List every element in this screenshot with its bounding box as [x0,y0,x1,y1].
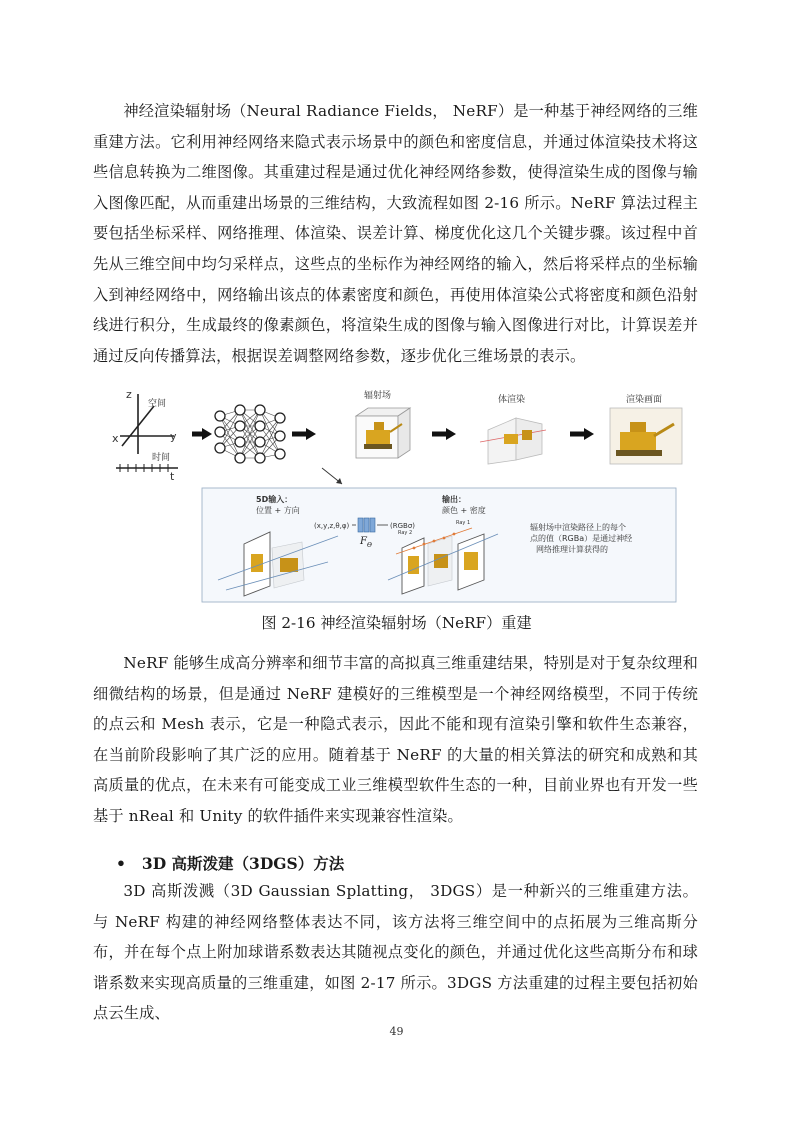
inset-output-sub: 颜色 + 密度 [442,506,486,515]
bullet-icon: • [116,854,126,873]
radiance-field-label: 辐射场 [364,391,392,401]
render-image-label: 渲染画面 [626,395,663,405]
inset-detail-panel [202,488,676,602]
paragraph-3dgs-intro: 3D 高斯泼溅（3D Gaussian Splatting， 3DGS）是一种新兴的三维重建方法。与 NeRF 构建的神经网络整体表达不同，该方法将三维空间中的点拓展为三维高斯分布，并在每个点上附加球谐系数表达其随视点变化的颜色，并通过优化这些高斯分布和球谐系数来实现高质量的三维重建，如图 2-17 所示。3DGS 方法重建的过程主要包括初始点云生成、 [93,882,698,1023]
section-heading-text: 3D 高斯泼建（3DGS）方法 [141,854,345,873]
inset-note-line-2: 点的值（RGBa）是通过神经 [530,534,633,543]
inset-f-theta-sub: Θ [367,542,372,549]
section-heading-3dgs [116,852,344,876]
space-label: 空间 [148,399,167,409]
paragraph-nerf-intro: 神经渲染辐射场（Neural Radiance Fields， NeRF）是一种基于神经网络的三维重建方法。它利用神经网络来隐式表示场景中的颜色和密度信息，并通过体渲染技术将这些信息转换为二维图像。其重建过程是通过优化神经网络参数，使得渲染生成的图像与输入图像匹配，从而重建出场景的三维结构，大致流程如图 2-16 所示。NeRF 算法过程主要包括坐标采样、网络推理、体渲染、误差计算、梯度优化这几个关键步骤。该过程中首先从三维空间中均匀采样点，这些点的坐标作为神经网络的输入，然后将采样点的坐标输入到神经网络中，网络输出该点的体素密度和颜色，再使用体渲染公式将密度和颜色沿射线进行积分，生成最终的像素颜色，将渲染生成的图像与输入图像进行对比，计算误差并通过反向传播算法，根据误差调整网络参数，逐步优化三维场景的表示。 [93,102,698,365]
figure-nerf-pipeline [106,384,686,606]
inset-note-line-3: 网络推理计算获得的 [536,545,608,554]
inset-tuple-out: (RGBσ) [390,522,415,530]
network-block-icon [358,518,375,532]
arrow-icon [192,428,212,440]
arrow-icon [432,428,456,440]
inset-ray1-label: Ray 1 [456,520,471,526]
paragraph-nerf-pros-cons: NeRF 能够生成高分辨率和细节丰富的高拟真三维重建结果，特别是对于复杂纹理和细微结构的场景，但是通过 NeRF 建模好的三维模型是一个神经网络模型，不同于传统的点云和 Mesh 表示，它是一种隐式表示，因此不能和现有渲染引擎和软件生态兼容，在当前阶段影响了其广泛的应用。随着基于 NeRF 的大量的相关算法的研究和成熟和其高质量的优点，在未来有可能变成工业三维模型软件生态的一种，目前业界也有开发一些基于 nReal 和 Unity 的软件插件来实现兼容性渲染。 [93,654,698,825]
figure-caption: 图 2-16 神经渲染辐射场（NeRF）重建 [261,614,532,632]
axis-t-label: t [170,470,175,483]
axes-diagram [112,388,178,483]
inset-f-theta: F [360,536,367,547]
volume-render-label: 体渲染 [498,395,526,405]
radiance-field-cube [356,389,410,458]
volume-rendering-diagram [480,393,546,464]
inset-input-sub: 位置 + 方向 [256,506,300,515]
inset-input-title: 5D输入： [256,495,293,504]
axis-z-label: z [126,388,132,401]
arrow-icon [292,428,316,440]
arrow-icon [570,428,594,440]
inset-output-title: 输出： [442,495,466,504]
inset-ray2-label: Ray 2 [398,530,413,536]
page-number: 49 [389,1025,404,1038]
neural-network-icon [215,405,285,463]
inset-tuple-in: (x,y,z,θ,φ) [314,522,350,530]
axis-y-label: y [170,430,177,443]
time-label: 时间 [152,453,171,463]
axis-x-label: x [112,432,119,445]
inset-note-line-1: 辐射场中渲染路径上的每个 [530,523,626,532]
rendered-image-panel [610,393,682,464]
